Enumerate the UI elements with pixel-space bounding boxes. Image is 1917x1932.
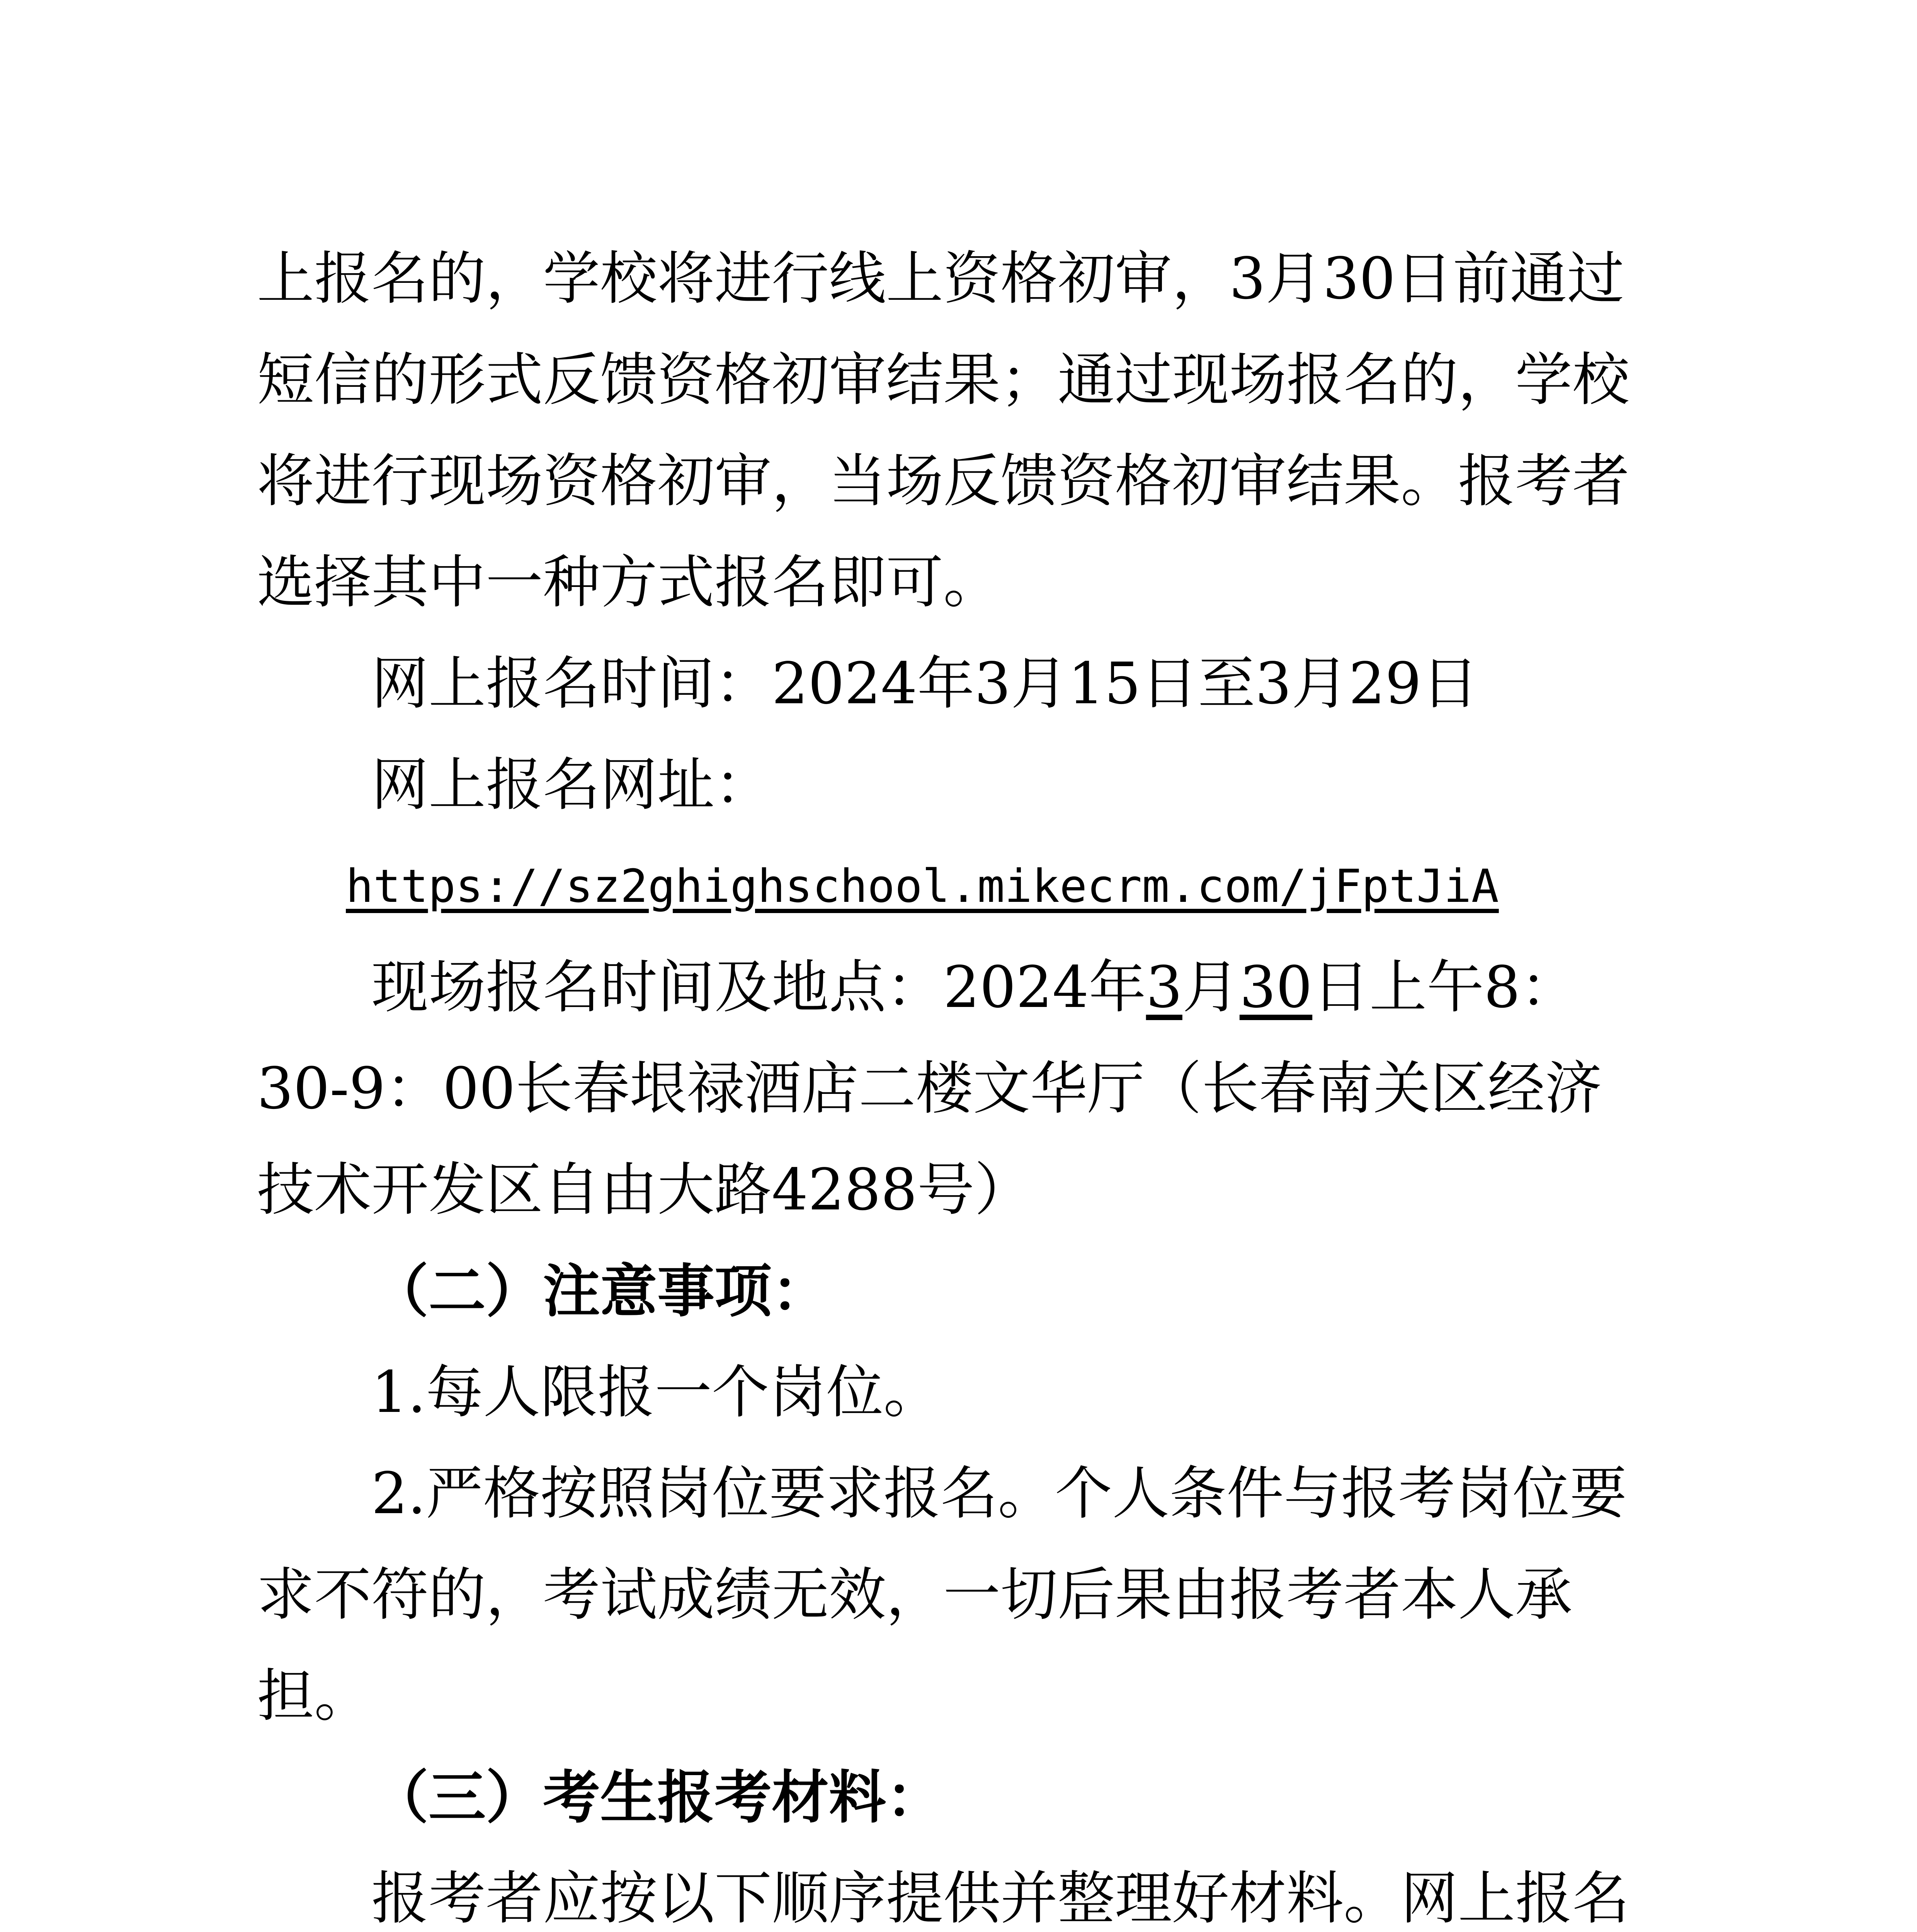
onsite-registration-info: [257, 937, 1656, 1240]
note-item-2: 2.严格按照岗位要求报名。个人条件与报考岗位要求不符的，考试成绩无效，一切后果由报考者本人承担。: [257, 1460, 1627, 1729]
onsite-month-unit: 月: [1182, 954, 1240, 1020]
onsite-rest: 日上午8：30-9：00长春垠禄酒店二楼文华厅（长春南关区经济技术开发区自由大路4288号）: [257, 954, 1602, 1223]
online-registration-url-link[interactable]: https://sz2ghighschool.mikecrm.com/jFptJiA: [346, 859, 1499, 913]
materials-intro: 报考者应按以下顺序提供并整理好材料。网上报名: [371, 1865, 1630, 1932]
onsite-prefix: 现场报名时间及地点：2024年: [371, 954, 1146, 1020]
paragraph-registration-review: 上报名的，学校将进行线上资格初审，3月30日前通过短信的形式反馈资格初审结果；通过现场报名的，学校将进行现场资格初审，当场反馈资格初审结果。报考者选择其中一种方式报名即可。: [257, 245, 1630, 616]
note-item-1: 1.每人限报一个岗位。: [371, 1359, 941, 1425]
online-registration-time: 网上报名时间：2024年3月15日至3月29日: [371, 650, 1479, 717]
onsite-day: 30: [1239, 954, 1313, 1020]
onsite-month: 3: [1146, 954, 1182, 1020]
page-body: [257, 228, 1656, 1932]
online-registration-url-label: 网上报名网址：: [371, 752, 772, 818]
section-heading-materials: （三）考生报考材料：: [371, 1764, 943, 1831]
section-heading-notes: （二）注意事项：: [371, 1257, 829, 1325]
online-registration-url-line: [257, 835, 1656, 937]
